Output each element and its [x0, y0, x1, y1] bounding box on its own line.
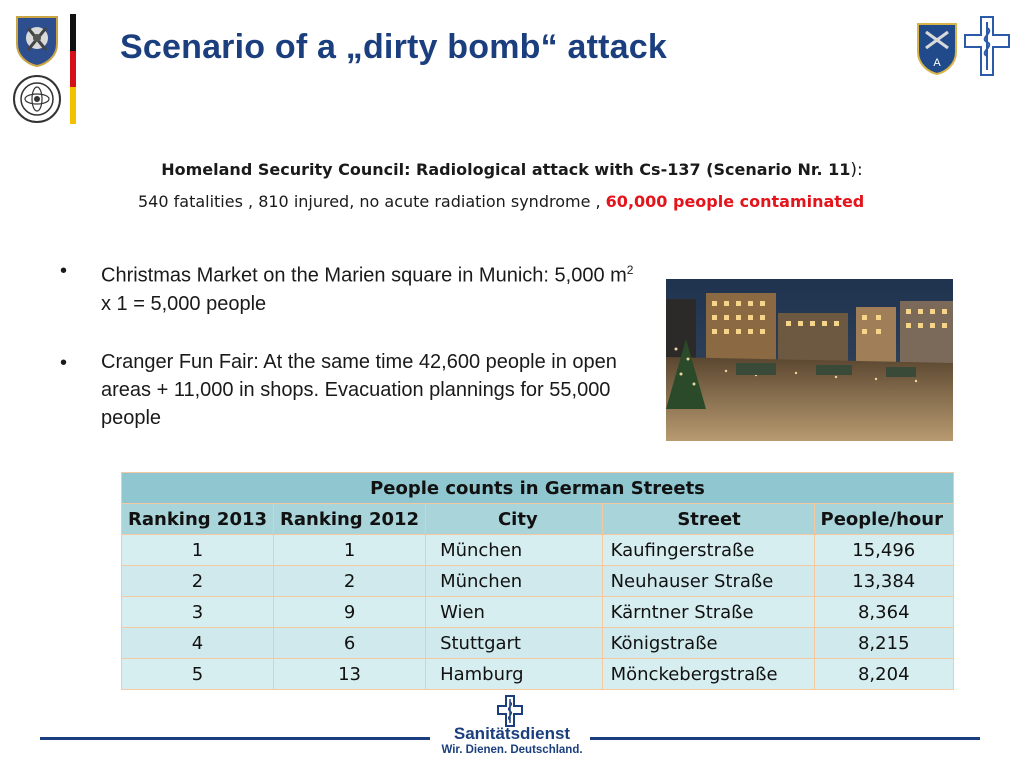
table-cell: Hamburg: [426, 659, 603, 690]
bullet-fun-fair: Cranger Fun Fair: At the same time 42,600 people in open areas + 11,000 in shops. Evacuation plannings for 55,000 people: [101, 351, 617, 429]
table-cell: 2: [274, 566, 426, 597]
table-row: [122, 659, 954, 690]
table-cell: Königstraße: [602, 628, 814, 659]
superscript: 2: [626, 263, 634, 277]
column-header: People/hour: [814, 504, 953, 535]
christmas-market-photo: [666, 279, 953, 441]
column-header: Ranking 2013: [122, 504, 274, 535]
bullet-text-end: x 1 = 5,000 people: [101, 292, 267, 315]
german-flag-stripe: [70, 14, 76, 124]
university-seal-icon: [12, 74, 62, 124]
bullet-marker: •: [60, 260, 68, 282]
sanitaetsdienst-emblem-icon: [496, 694, 524, 728]
table-cell: 8,364: [814, 597, 953, 628]
footer-tagline: Wir. Dienen. Deutschland.: [441, 744, 583, 756]
table-cell: 1: [274, 535, 426, 566]
military-emblem-icon: [14, 14, 60, 68]
table-cell: Wien: [426, 597, 603, 628]
footer-divider-left: [40, 737, 430, 740]
table-cell: 4: [122, 628, 274, 659]
bullet-text: Christmas Market on the Marien square in Munich: 5,000 m: [101, 264, 627, 287]
scenario-heading: [0, 160, 1024, 180]
scenario-stats: [138, 192, 864, 212]
table-row: [122, 628, 954, 659]
people-counts-table: [121, 472, 954, 690]
table-cell: 9: [274, 597, 426, 628]
stats-text: 540 fatalities , 810 injured, no acute radiation syndrome ,: [138, 192, 606, 211]
army-shield-icon: [916, 18, 958, 76]
badge-letter: A: [933, 57, 941, 69]
scenario-title: Homeland Security Council: Radiological attack with Cs-137 (Scenario Nr. 11: [161, 160, 851, 179]
table-cell: 13,384: [814, 566, 953, 597]
table-row: [122, 566, 954, 597]
table-cell: 5: [122, 659, 274, 690]
scenario-title-suffix: ):: [850, 160, 863, 180]
table-cell: 8,215: [814, 628, 953, 659]
table-cell: 6: [274, 628, 426, 659]
column-header: Ranking 2012: [274, 504, 426, 535]
table-cell: Kaufingerstraße: [602, 535, 814, 566]
table-cell: 2: [122, 566, 274, 597]
stats-highlight: 60,000 people contaminated: [605, 192, 865, 211]
table-caption: People counts in German Streets: [122, 473, 954, 504]
page-title: Scenario of a „dirty bomb“ attack: [120, 28, 667, 66]
bullet-christmas-market: [101, 256, 646, 318]
column-header: Street: [602, 504, 814, 535]
medical-cross-icon: [962, 14, 1012, 78]
table-cell: 1: [122, 535, 274, 566]
table-cell: 15,496: [814, 535, 953, 566]
table-cell: Stuttgart: [426, 628, 603, 659]
footer-brand: Sanitätsdienst: [453, 724, 571, 743]
table-cell: Kärntner Straße: [602, 597, 814, 628]
table-cell: 8,204: [814, 659, 953, 690]
table-row: [122, 597, 954, 628]
table-cell: 13: [274, 659, 426, 690]
column-header: City: [426, 504, 603, 535]
table-cell: München: [426, 535, 603, 566]
table-row: [122, 535, 954, 566]
table-cell: 3: [122, 597, 274, 628]
table-cell: Mönckebergstraße: [602, 659, 814, 690]
table-cell: München: [426, 566, 603, 597]
footer-divider-right: [590, 737, 980, 740]
bullet-marker: •: [60, 352, 68, 374]
table-cell: Neuhauser Straße: [602, 566, 814, 597]
